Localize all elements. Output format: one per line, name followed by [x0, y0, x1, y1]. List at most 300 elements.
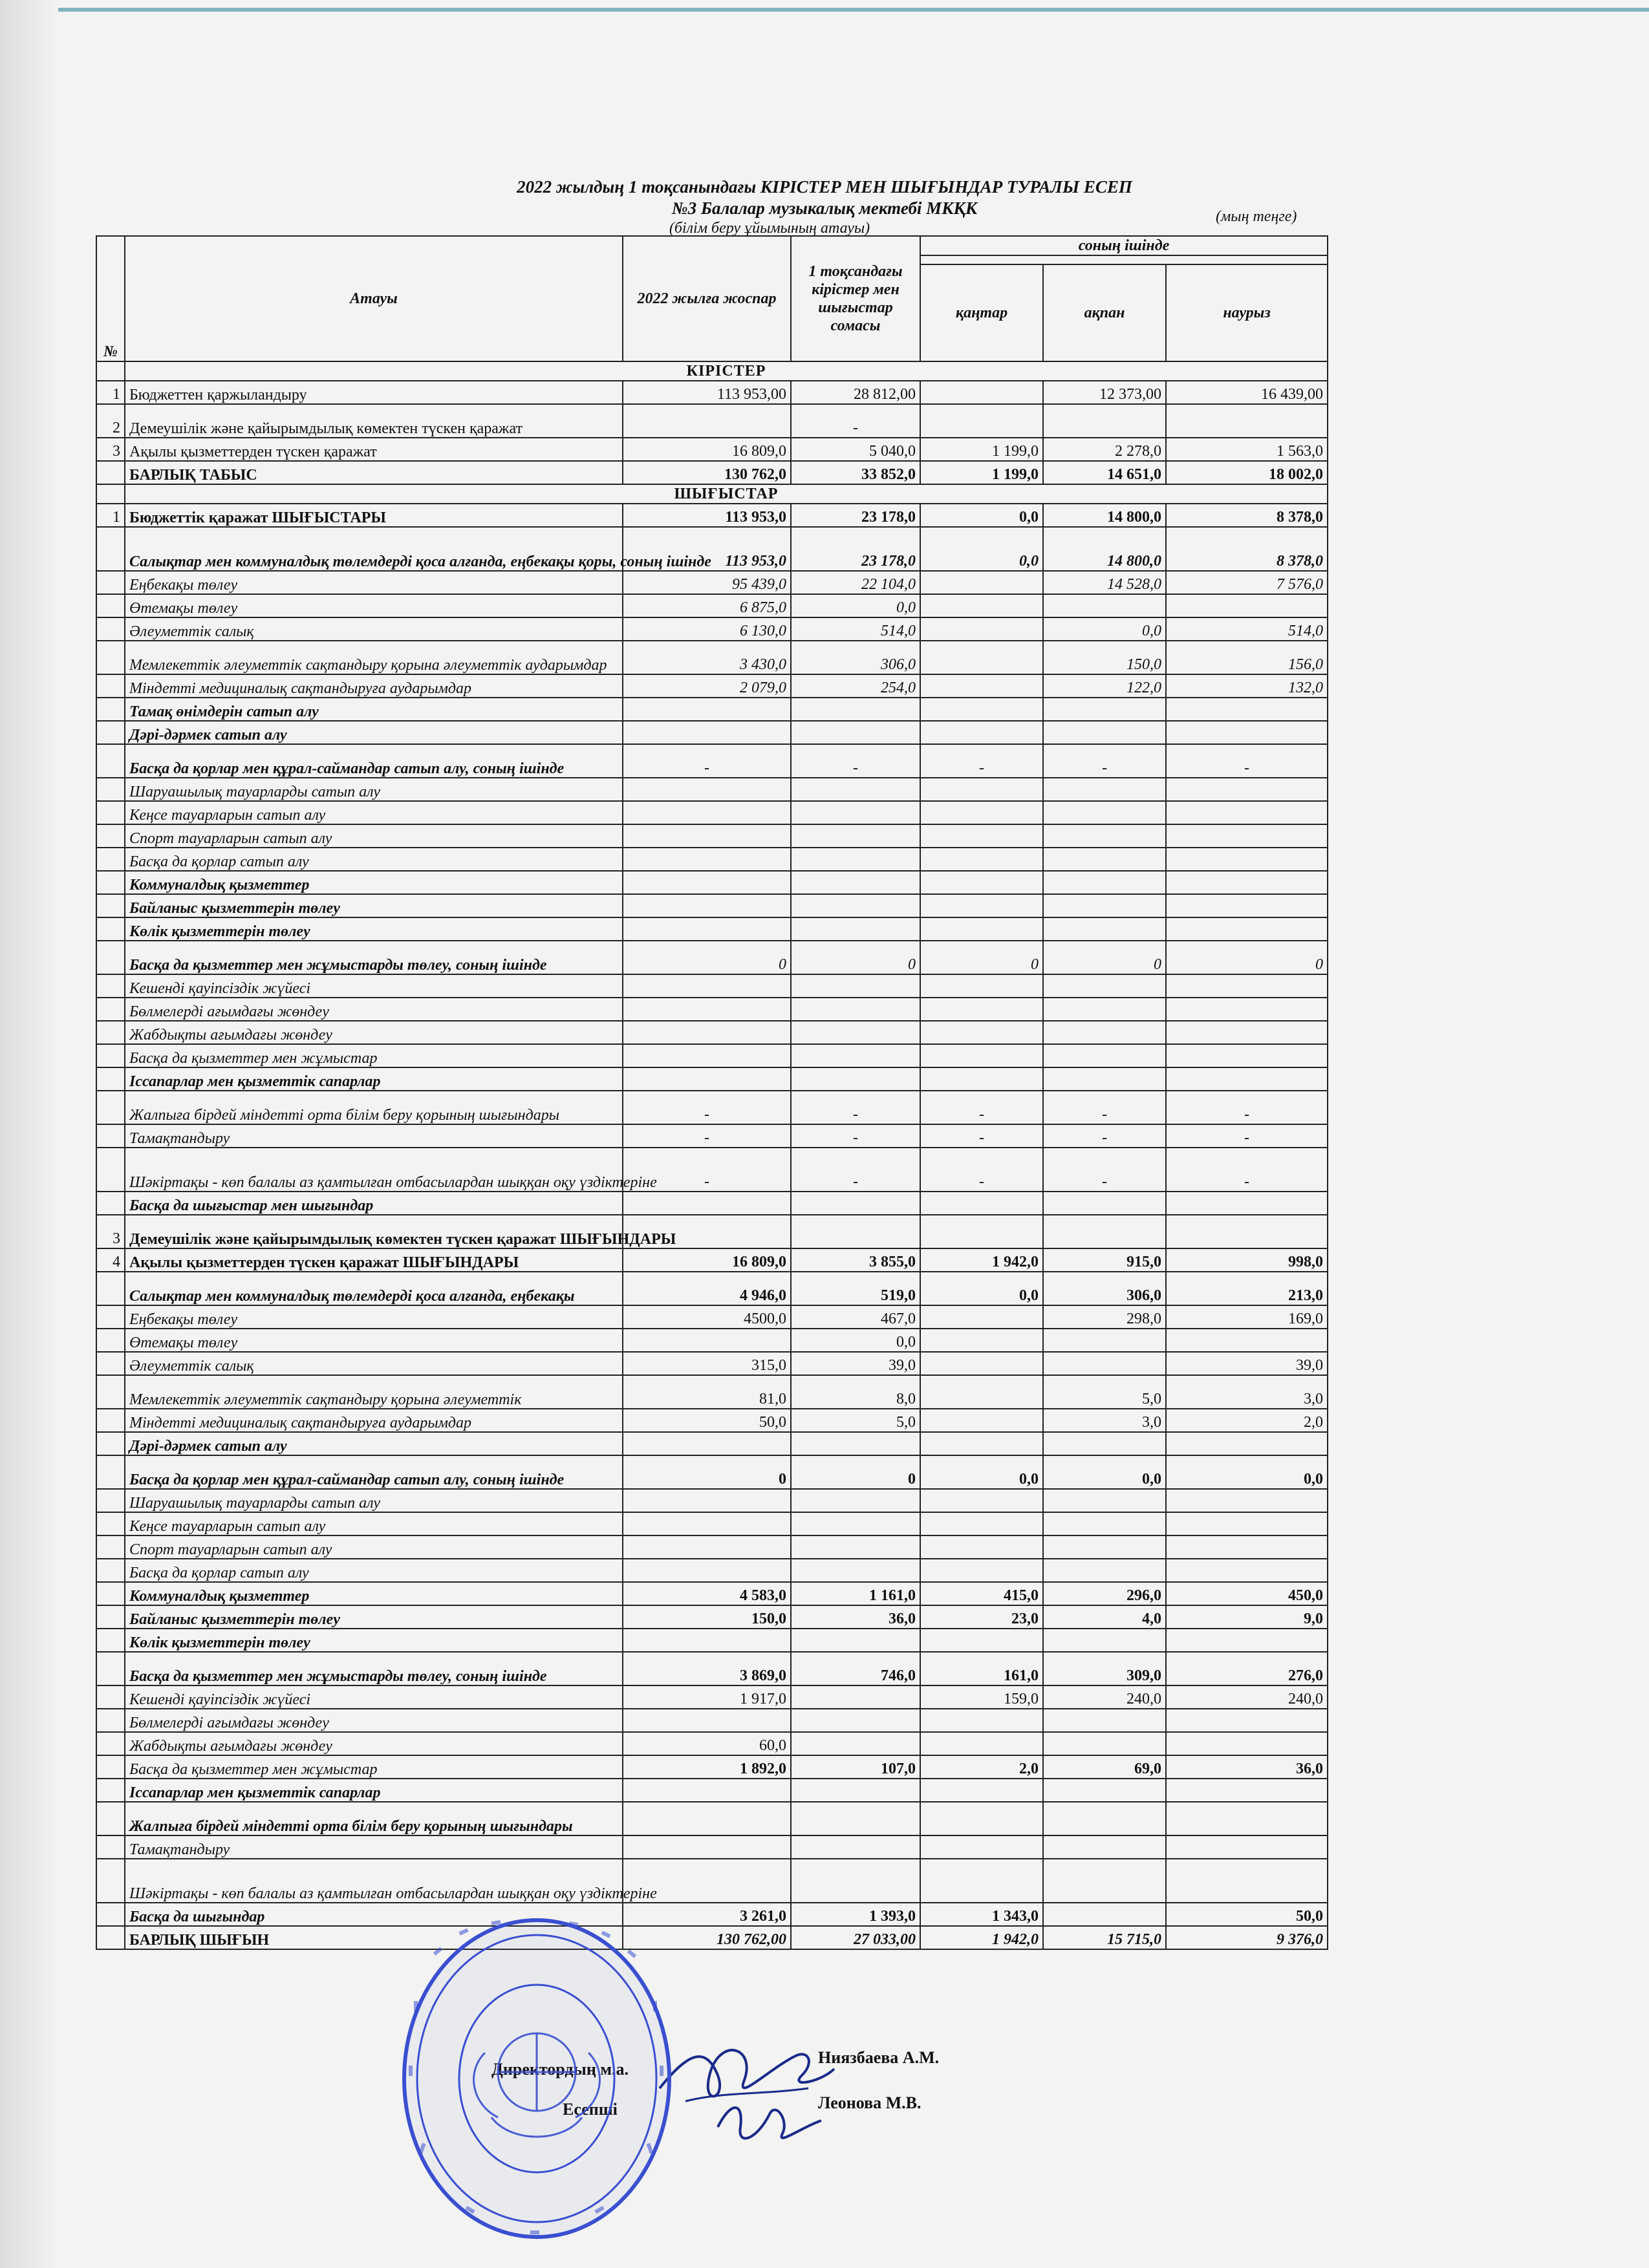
cell-plan: 4 946,0	[623, 1272, 791, 1305]
cell-jan	[920, 1732, 1043, 1755]
report-header	[0, 176, 1649, 238]
cell-plan: -	[623, 1124, 791, 1148]
table-row	[96, 1582, 1328, 1605]
cell-jan	[920, 721, 1043, 744]
table-row	[96, 1732, 1328, 1755]
row-number	[96, 1755, 125, 1779]
row-label: Басқа да қорлар сатып алу	[125, 1559, 623, 1582]
cell-plan	[623, 974, 791, 998]
cell-feb	[1043, 778, 1166, 801]
row-number	[96, 1652, 125, 1685]
cell-jan	[920, 1629, 1043, 1652]
row-number	[96, 641, 125, 674]
table-row	[96, 527, 1328, 571]
cell-jan: 1 942,0	[920, 1926, 1043, 1949]
cell-plan	[623, 1512, 791, 1535]
cell-quarter	[791, 974, 920, 998]
row-number	[96, 1329, 125, 1352]
cell-feb	[1043, 1192, 1166, 1215]
cell-quarter: 27 033,00	[791, 1926, 920, 1949]
cell-jan	[920, 1305, 1043, 1329]
table-row	[96, 1859, 1328, 1903]
row-label: Көлік қызметтерін төлеу	[125, 1629, 623, 1652]
row-label: Дәрі-дәрмек сатып алу	[125, 1432, 623, 1455]
table-row	[96, 1148, 1328, 1192]
table-row	[96, 1685, 1328, 1709]
cell-mar	[1166, 1559, 1328, 1582]
table-row	[96, 1375, 1328, 1409]
cell-mar	[1166, 1489, 1328, 1512]
row-number	[96, 1192, 125, 1215]
cell-quarter	[791, 698, 920, 721]
cell-plan	[623, 1329, 791, 1352]
table-row	[96, 1559, 1328, 1582]
cell-mar	[1166, 1779, 1328, 1802]
cell-quarter: 1 161,0	[791, 1582, 920, 1605]
cell-plan	[623, 1535, 791, 1559]
row-label: Басқа да қызметтер мен жұмыстар	[125, 1044, 623, 1067]
cell-plan	[623, 1835, 791, 1859]
cell-feb: 0,0	[1043, 1455, 1166, 1489]
cell-plan	[623, 801, 791, 824]
cell-quarter: 39,0	[791, 1352, 920, 1375]
cell-plan	[623, 917, 791, 941]
cell-feb: 14 528,0	[1043, 571, 1166, 594]
cell-feb: 4,0	[1043, 1605, 1166, 1629]
cell-plan	[623, 1192, 791, 1215]
cell-feb: 14 651,0	[1043, 461, 1166, 484]
cell-quarter: -	[791, 1091, 920, 1124]
row-label: Жалпыға бірдей міндетті орта білім беру қорының шығындары	[125, 1802, 623, 1835]
table-row	[96, 1215, 1328, 1248]
cell-mar	[1166, 1535, 1328, 1559]
row-label: Спорт тауарларын сатып алу	[125, 824, 623, 848]
row-number	[96, 594, 125, 617]
row-label: Бюджеттік қаражат ШЫҒЫСТАРЫ	[125, 504, 623, 527]
cell-quarter	[791, 1512, 920, 1535]
row-number: 2	[96, 404, 125, 438]
cell-feb	[1043, 721, 1166, 744]
cell-feb	[1043, 1903, 1166, 1926]
row-number: 3	[96, 438, 125, 461]
table-row	[96, 974, 1328, 998]
cell-mar: 9,0	[1166, 1605, 1328, 1629]
cell-quarter: 306,0	[791, 641, 920, 674]
cell-feb: 240,0	[1043, 1685, 1166, 1709]
cell-jan	[920, 1802, 1043, 1835]
table-row	[96, 1755, 1328, 1779]
cell-jan: 2,0	[920, 1755, 1043, 1779]
cell-jan: 159,0	[920, 1685, 1043, 1709]
row-number	[96, 1432, 125, 1455]
table-row	[96, 1124, 1328, 1148]
cell-quarter	[791, 1192, 920, 1215]
table-row	[96, 1455, 1328, 1489]
row-label: Салықтар мен коммуналдық төлемдерді қоса алғанда, еңбекақы қоры, соның ішінде	[125, 527, 623, 571]
cell-quarter: -	[791, 1148, 920, 1192]
cell-plan	[623, 998, 791, 1021]
row-number: 3	[96, 1215, 125, 1248]
cell-feb	[1043, 1021, 1166, 1044]
cell-quarter	[791, 1044, 920, 1067]
cell-feb: 306,0	[1043, 1272, 1166, 1305]
table-row	[96, 1802, 1328, 1835]
table-row	[96, 698, 1328, 721]
cell-quarter: 746,0	[791, 1652, 920, 1685]
cell-mar: -	[1166, 1148, 1328, 1192]
cell-feb: 298,0	[1043, 1305, 1166, 1329]
table-row	[96, 1779, 1328, 1802]
cell-feb	[1043, 917, 1166, 941]
report-title: 2022 жылдың 1 тоқсанындағы КІРІСТЕР МЕН ШЫҒЫНДАР ТУРАЛЫ ЕСЕП	[517, 177, 1132, 197]
cell-quarter: 28 812,00	[791, 381, 920, 404]
organization-name: №3 Балалар музыкалық мектебі МКҚК	[671, 198, 978, 218]
cell-feb: -	[1043, 744, 1166, 778]
cell-jan	[920, 1352, 1043, 1375]
cell-feb: -	[1043, 1091, 1166, 1124]
cell-quarter: 23 178,0	[791, 527, 920, 571]
table-row	[96, 1021, 1328, 1044]
cell-plan: 16 809,0	[623, 438, 791, 461]
signature-block	[0, 2037, 1649, 2268]
cell-feb	[1043, 1535, 1166, 1559]
table-row	[96, 1091, 1328, 1124]
cell-plan: 16 809,0	[623, 1248, 791, 1272]
cell-plan	[623, 1067, 791, 1091]
cell-jan	[920, 1859, 1043, 1903]
cell-quarter	[791, 721, 920, 744]
section-expenses: ШЫҒЫСТАР	[125, 484, 1328, 504]
table-row	[96, 1652, 1328, 1685]
cell-quarter: 5 040,0	[791, 438, 920, 461]
row-label: Шаруашылық тауарларды сатып алу	[125, 778, 623, 801]
cell-jan	[920, 617, 1043, 641]
cell-feb: 3,0	[1043, 1409, 1166, 1432]
cell-quarter	[791, 871, 920, 894]
cell-quarter: 8,0	[791, 1375, 920, 1409]
cell-mar	[1166, 778, 1328, 801]
row-label: БАРЛЫҚ ТАБЫС	[125, 461, 623, 484]
cell-quarter: 0	[791, 941, 920, 974]
row-number	[96, 1732, 125, 1755]
cell-quarter: 514,0	[791, 617, 920, 641]
cell-mar: 36,0	[1166, 1755, 1328, 1779]
cell-feb	[1043, 1835, 1166, 1859]
cell-jan: 0,0	[920, 527, 1043, 571]
cell-mar	[1166, 894, 1328, 917]
cell-mar	[1166, 1067, 1328, 1091]
cell-mar: 9 376,0	[1166, 1926, 1328, 1949]
cell-plan: 113 953,00	[623, 381, 791, 404]
cell-quarter	[791, 848, 920, 871]
row-label: Спорт тауарларын сатып алу	[125, 1535, 623, 1559]
cell-jan	[920, 404, 1043, 438]
cell-plan: -	[623, 1148, 791, 1192]
cell-mar	[1166, 1021, 1328, 1044]
col-header-months-group: соның ішінде	[920, 236, 1328, 255]
cell-feb	[1043, 1432, 1166, 1455]
cell-feb	[1043, 1044, 1166, 1067]
cell-feb	[1043, 871, 1166, 894]
cell-quarter: 5,0	[791, 1409, 920, 1432]
cell-mar	[1166, 1732, 1328, 1755]
cell-jan	[920, 1489, 1043, 1512]
cell-jan	[920, 1835, 1043, 1859]
row-label: Еңбекақы төлеу	[125, 571, 623, 594]
row-label: Басқа да қорлар мен құрал-саймандар сатып алу, соның ішінде	[125, 1455, 623, 1489]
cell-jan	[920, 1512, 1043, 1535]
row-label: Іссапарлар мен қызметтік сапарлар	[125, 1779, 623, 1802]
cell-quarter	[791, 1067, 920, 1091]
row-label: Әлеуметтік салық	[125, 617, 623, 641]
cell-plan	[623, 1559, 791, 1582]
row-number	[96, 1044, 125, 1067]
cell-plan: 0	[623, 1455, 791, 1489]
cell-quarter	[791, 778, 920, 801]
row-number	[96, 744, 125, 778]
row-number: 1	[96, 381, 125, 404]
cell-mar: 276,0	[1166, 1652, 1328, 1685]
cell-feb: 14 800,0	[1043, 504, 1166, 527]
cell-jan	[920, 871, 1043, 894]
row-number	[96, 1124, 125, 1148]
cell-quarter	[791, 1835, 920, 1859]
cell-jan: 0,0	[920, 504, 1043, 527]
cell-feb	[1043, 1859, 1166, 1903]
cell-plan	[623, 1044, 791, 1067]
cell-quarter	[791, 1559, 920, 1582]
row-label: Басқа да шығындар	[125, 1903, 623, 1926]
cell-mar: 50,0	[1166, 1903, 1328, 1926]
cell-feb	[1043, 404, 1166, 438]
row-number	[96, 527, 125, 571]
cell-quarter	[791, 1489, 920, 1512]
row-number	[96, 1091, 125, 1124]
cell-jan	[920, 1432, 1043, 1455]
cell-plan: 3 869,0	[623, 1652, 791, 1685]
cell-mar	[1166, 1859, 1328, 1903]
cell-plan: 2 079,0	[623, 674, 791, 698]
row-label: Байланыс қызметтерін төлеу	[125, 894, 623, 917]
cell-jan: 0,0	[920, 1272, 1043, 1305]
accountant-signature	[711, 2088, 841, 2159]
cell-feb	[1043, 998, 1166, 1021]
row-number	[96, 1535, 125, 1559]
cell-mar: 156,0	[1166, 641, 1328, 674]
cell-quarter: 107,0	[791, 1755, 920, 1779]
row-number	[96, 1629, 125, 1652]
cell-plan	[623, 1802, 791, 1835]
row-label: Ақылы қызметтерден түскен қаражат ШЫҒЫНДАРЫ	[125, 1248, 623, 1272]
row-number	[96, 571, 125, 594]
row-label: Бюджеттен қаржыландыру	[125, 381, 623, 404]
table-row	[96, 641, 1328, 674]
cell-quarter	[791, 1732, 920, 1755]
cell-quarter	[791, 1779, 920, 1802]
row-number	[96, 1559, 125, 1582]
cell-feb: 122,0	[1043, 674, 1166, 698]
row-number	[96, 1605, 125, 1629]
cell-mar: 2,0	[1166, 1409, 1328, 1432]
cell-mar: -	[1166, 1124, 1328, 1148]
row-number	[96, 698, 125, 721]
cell-jan	[920, 1021, 1043, 1044]
row-number	[96, 461, 125, 484]
cell-quarter	[791, 1215, 920, 1248]
row-number	[96, 1709, 125, 1732]
cell-jan	[920, 1559, 1043, 1582]
table-row	[96, 1512, 1328, 1535]
row-number	[96, 778, 125, 801]
cell-jan: 23,0	[920, 1605, 1043, 1629]
row-number	[96, 1779, 125, 1802]
row-label: Демеушілік және қайырымдылық көмектен түскен қаражат ШЫҒЫНДАРЫ	[125, 1215, 623, 1248]
table-row	[96, 1044, 1328, 1067]
cell-jan	[920, 848, 1043, 871]
row-label: Шаруашылық тауарларды сатып алу	[125, 1489, 623, 1512]
cell-jan: 415,0	[920, 1582, 1043, 1605]
table-row	[96, 1192, 1328, 1215]
cell-feb	[1043, 1489, 1166, 1512]
cell-feb	[1043, 1802, 1166, 1835]
row-label: Демеушілік және қайырымдылық көмектен түскен қаражат	[125, 404, 623, 438]
row-label: Өтемақы төлеу	[125, 594, 623, 617]
cell-mar	[1166, 1835, 1328, 1859]
cell-mar: 132,0	[1166, 674, 1328, 698]
row-number	[96, 721, 125, 744]
row-label: Коммуналдық қызметтер	[125, 871, 623, 894]
row-number	[96, 998, 125, 1021]
table-row	[96, 461, 1328, 484]
table-row	[96, 848, 1328, 871]
cell-plan: 50,0	[623, 1409, 791, 1432]
table-row	[96, 871, 1328, 894]
row-number	[96, 801, 125, 824]
table-row	[96, 824, 1328, 848]
cell-mar: 8 378,0	[1166, 504, 1328, 527]
cell-plan	[623, 721, 791, 744]
cell-plan	[623, 871, 791, 894]
cell-mar	[1166, 698, 1328, 721]
cell-plan: 95 439,0	[623, 571, 791, 594]
cell-plan: 150,0	[623, 1605, 791, 1629]
cell-feb: 150,0	[1043, 641, 1166, 674]
cell-mar: 3,0	[1166, 1375, 1328, 1409]
row-number	[96, 1489, 125, 1512]
table-row	[96, 721, 1328, 744]
cell-feb	[1043, 1329, 1166, 1352]
cell-quarter	[791, 801, 920, 824]
row-number	[96, 848, 125, 871]
cell-mar	[1166, 998, 1328, 1021]
row-label: Көлік қызметтерін төлеу	[125, 917, 623, 941]
cell-jan: -	[920, 1091, 1043, 1124]
table-row	[96, 1305, 1328, 1329]
cell-jan	[920, 594, 1043, 617]
cell-plan	[623, 1629, 791, 1652]
cell-mar: 450,0	[1166, 1582, 1328, 1605]
cell-quarter	[791, 1535, 920, 1559]
cell-plan: 315,0	[623, 1352, 791, 1375]
table-row	[96, 941, 1328, 974]
cell-quarter	[791, 917, 920, 941]
row-number	[96, 1021, 125, 1044]
row-label: Іссапарлар мен қызметтік сапарлар	[125, 1067, 623, 1091]
table-row	[96, 1409, 1328, 1432]
cell-feb: 69,0	[1043, 1755, 1166, 1779]
cell-quarter: -	[791, 744, 920, 778]
cell-quarter: -	[791, 1124, 920, 1148]
cell-jan: -	[920, 1148, 1043, 1192]
cell-plan: 4500,0	[623, 1305, 791, 1329]
cell-jan: 1 199,0	[920, 461, 1043, 484]
row-label: Дәрі-дәрмек сатып алу	[125, 721, 623, 744]
cell-jan	[920, 894, 1043, 917]
row-label: Басқа да қызметтер мен жұмыстарды төлеу, соның ішінде	[125, 1652, 623, 1685]
cell-jan: 1 343,0	[920, 1903, 1043, 1926]
cell-plan: 6 130,0	[623, 617, 791, 641]
cell-jan	[920, 824, 1043, 848]
row-number	[96, 917, 125, 941]
cell-feb: 5,0	[1043, 1375, 1166, 1409]
col-header-name: Атауы	[125, 236, 623, 361]
cell-feb: 15 715,0	[1043, 1926, 1166, 1949]
cell-feb	[1043, 594, 1166, 617]
cell-plan	[623, 1779, 791, 1802]
cell-feb: -	[1043, 1124, 1166, 1148]
cell-mar	[1166, 594, 1328, 617]
cell-jan: 1 942,0	[920, 1248, 1043, 1272]
cell-jan	[920, 1192, 1043, 1215]
cell-plan: 1 917,0	[623, 1685, 791, 1709]
cell-mar: 18 002,0	[1166, 461, 1328, 484]
scan-shadow	[0, 0, 58, 2268]
row-label: Жалпыға бірдей міндетті орта білім беру қорының шығындары	[125, 1091, 623, 1124]
row-label: Басқа да қорлар сатып алу	[125, 848, 623, 871]
section-income: КІРІСТЕР	[125, 361, 1328, 381]
row-label: Бөлмелерді ағымдағы жөндеу	[125, 1709, 623, 1732]
cell-jan	[920, 381, 1043, 404]
row-number: 4	[96, 1248, 125, 1272]
cell-quarter: 0	[791, 1455, 920, 1489]
row-label: Тамақтандыру	[125, 1835, 623, 1859]
cell-jan	[920, 998, 1043, 1021]
cell-mar	[1166, 404, 1328, 438]
cell-feb	[1043, 894, 1166, 917]
cell-jan	[920, 974, 1043, 998]
table-row	[96, 381, 1328, 404]
cell-feb	[1043, 1629, 1166, 1652]
cell-jan	[920, 1215, 1043, 1248]
cell-feb	[1043, 848, 1166, 871]
cell-quarter	[791, 1859, 920, 1903]
row-label: Шәкіртақы - көп балалы аз қамтылған отбасылардан шыққан оқу үздіктеріне	[125, 1859, 623, 1903]
cell-quarter	[791, 1432, 920, 1455]
table-row	[96, 1248, 1328, 1272]
cell-quarter: 22 104,0	[791, 571, 920, 594]
table-row	[96, 1629, 1328, 1652]
cell-plan: 81,0	[623, 1375, 791, 1409]
cell-quarter: 0,0	[791, 594, 920, 617]
cell-quarter	[791, 1685, 920, 1709]
row-number	[96, 894, 125, 917]
table-row	[96, 674, 1328, 698]
cell-quarter: 254,0	[791, 674, 920, 698]
row-number	[96, 974, 125, 998]
row-label: Кешенді қауіпсіздік жүйесі	[125, 974, 623, 998]
row-number	[96, 871, 125, 894]
cell-plan	[623, 698, 791, 721]
